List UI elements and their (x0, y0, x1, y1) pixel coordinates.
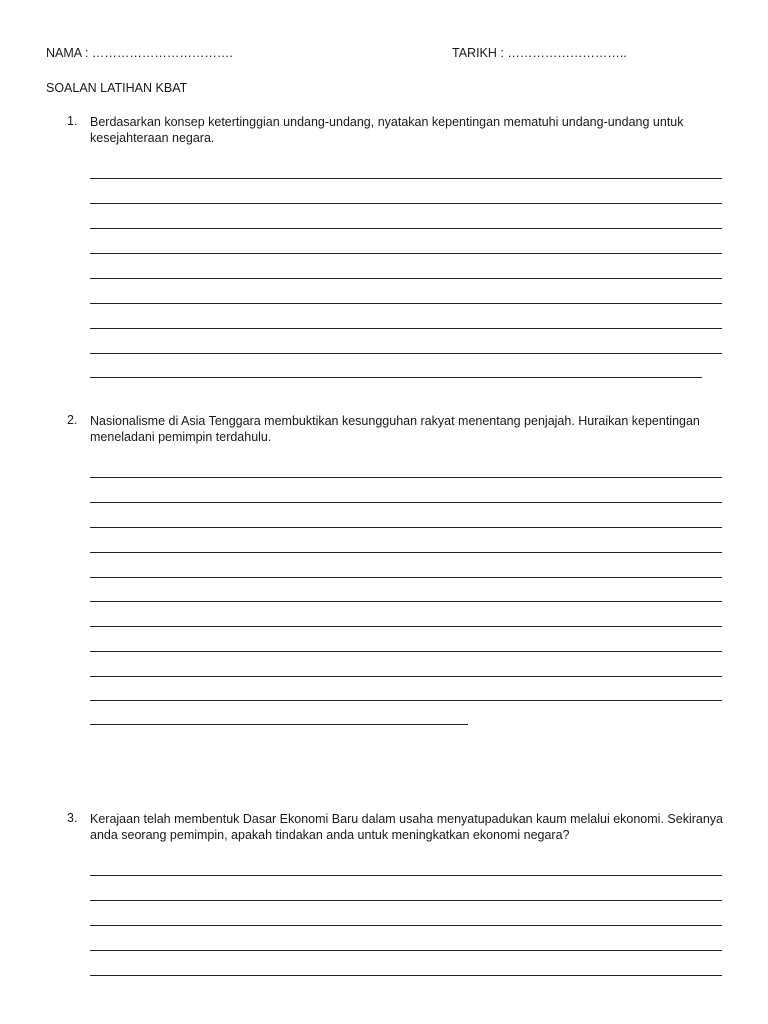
answer-line[interactable] (90, 527, 722, 528)
question-2-text: Nasionalisme di Asia Tenggara membuktikan kesungguhan rakyat menentang penjajah. Huraikan kepentingan meneladani pemimpin terdahulu. (90, 414, 700, 444)
answer-line[interactable] (90, 700, 722, 701)
answer-line[interactable] (90, 651, 722, 652)
answer-line[interactable] (90, 626, 722, 627)
answer-line[interactable] (90, 278, 722, 279)
answer-line[interactable] (90, 552, 722, 553)
answer-line[interactable] (90, 203, 722, 204)
answer-line[interactable] (90, 377, 702, 378)
question-1-number: 1. (67, 114, 78, 128)
question-3-text: Kerajaan telah membentuk Dasar Ekonomi Baru dalam usaha menyatupadukan kaum melalui ekonomi. Sekiranya anda seorang pemimpin, apakah tindakan anda untuk meningkatkan ekonomi negara? (90, 812, 723, 842)
answer-line[interactable] (90, 950, 722, 951)
answer-line[interactable] (90, 353, 722, 354)
answer-line[interactable] (90, 975, 722, 976)
answer-line[interactable] (90, 900, 722, 901)
answer-line[interactable] (90, 676, 722, 677)
answer-line[interactable] (90, 875, 722, 876)
section-title: SOALAN LATIHAN KBAT (46, 81, 188, 95)
answer-line[interactable] (90, 303, 722, 304)
question-1-text: Berdasarkan konsep ketertinggian undang-undang, nyatakan kepentingan mematuhi undang-undang untuk kesejahteraan negara. (90, 115, 684, 145)
answer-line[interactable] (90, 724, 468, 725)
answer-line[interactable] (90, 178, 722, 179)
answer-line[interactable] (90, 477, 722, 478)
answer-line[interactable] (90, 601, 722, 602)
answer-line[interactable] (90, 502, 722, 503)
name-field-label: NAMA : ……………………………. (46, 46, 233, 60)
answer-line[interactable] (90, 328, 722, 329)
answer-line[interactable] (90, 577, 722, 578)
answer-line[interactable] (90, 925, 722, 926)
question-3-number: 3. (67, 811, 78, 825)
answer-line[interactable] (90, 228, 722, 229)
answer-line[interactable] (90, 253, 722, 254)
question-2-number: 2. (67, 413, 78, 427)
date-field-label: TARIKH : ……………………….. (452, 46, 627, 60)
